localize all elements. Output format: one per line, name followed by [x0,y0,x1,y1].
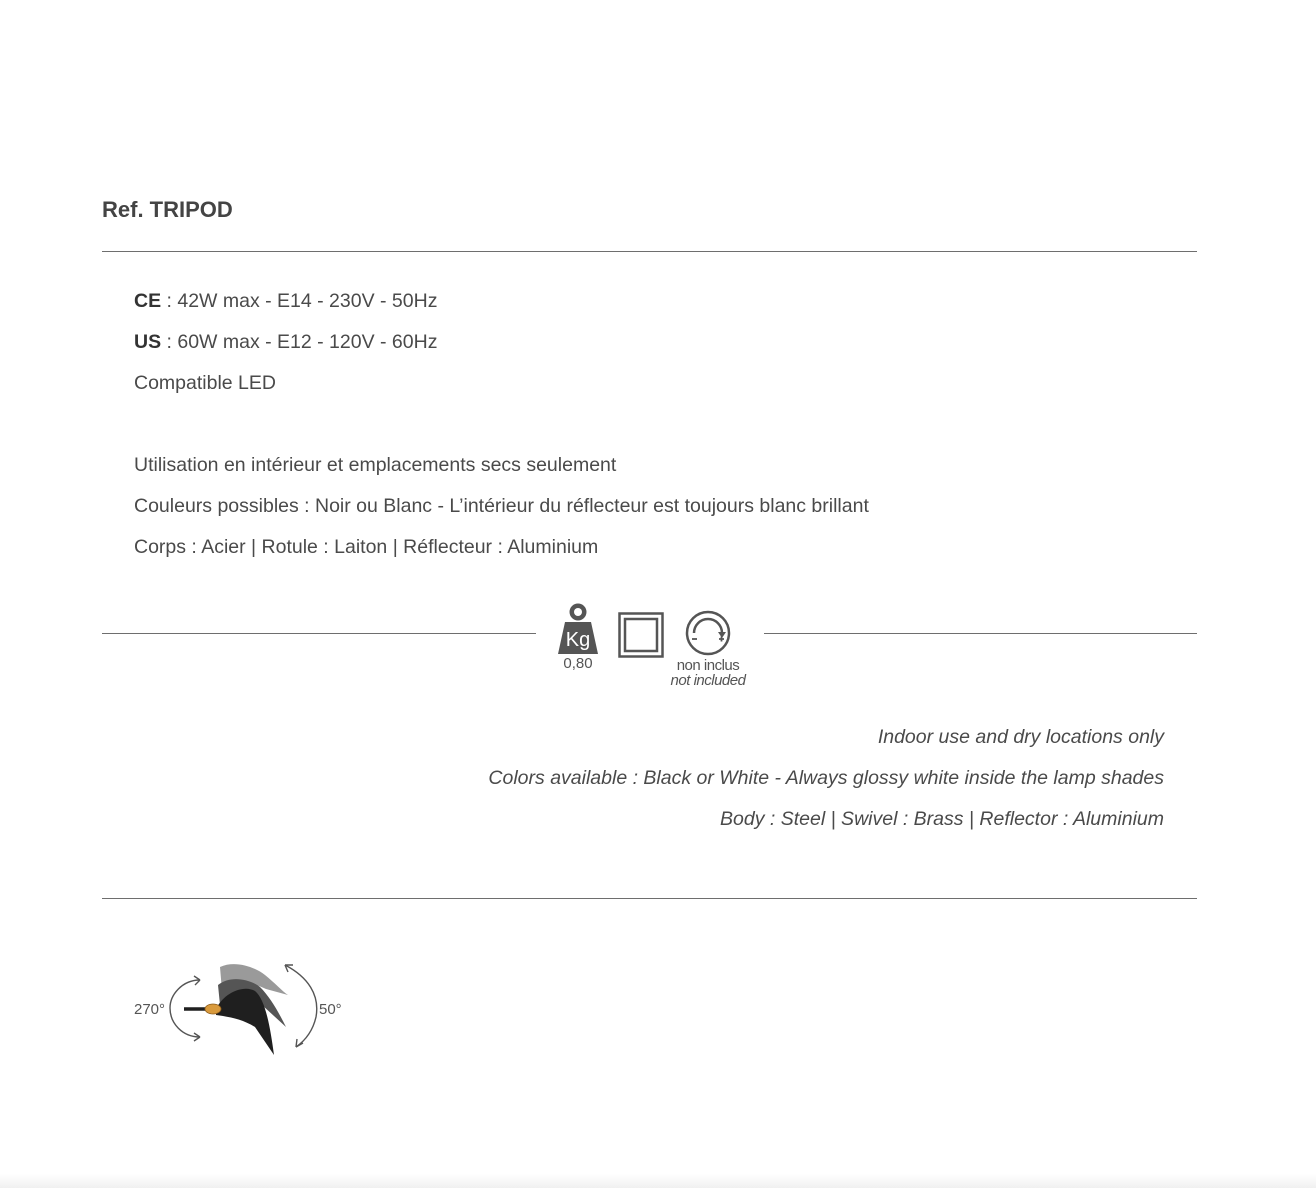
spec-colors-en: Colors available : Black or White - Always glossy white inside the lamp shades [488,767,1164,789]
weight-value: 0,80 [563,655,593,672]
spec-usage-en: Indoor use and dry locations only [877,726,1164,748]
spec-ce [134,290,437,313]
dimmer-label-en: not included [670,672,746,689]
divider [102,251,1197,252]
spec-us-label: US [134,331,162,353]
spec-us [134,331,437,354]
spec-us-value: : 60W max - E12 - 120V - 60Hz [161,331,438,353]
swivel-joint [205,1004,221,1014]
page-bottom-edge [0,1174,1316,1188]
spec-colors-fr: Couleurs possibles : Noir ou Blanc - L’intérieur du réflecteur est toujours blanc brillant [134,495,869,517]
spec-materials-fr: Corps : Acier | Rotule : Laiton | Réflecteur : Aluminium [134,536,599,558]
lamp-rotation-diagram [130,955,360,1065]
dimmer-label-fr: non inclus [676,657,740,674]
page-title: Ref. TRIPOD [102,197,233,222]
divider [102,898,1197,899]
divider [764,633,1197,634]
weight-unit: Kg [565,629,591,651]
spec-ce-label: CE [134,290,162,312]
weight-kg-icon [557,602,601,658]
rotation-horizontal-label: 270° [134,1001,166,1018]
double-insulation-icon [618,612,664,658]
dimmer-icon [684,610,732,656]
vertical-rotation-arrow [285,965,317,1047]
spec-usage-fr: Utilisation en intérieur et emplacements secs seulement [134,454,617,476]
divider [102,633,536,634]
spec-icons [552,602,762,694]
spec-compatible: Compatible LED [134,372,276,394]
spec-materials-en: Body : Steel | Swivel : Brass | Reflector : Aluminium [720,808,1164,830]
rotation-vertical-label: 50° [319,1001,342,1018]
spec-ce-value: : 42W max - E14 - 230V - 50Hz [161,290,438,312]
